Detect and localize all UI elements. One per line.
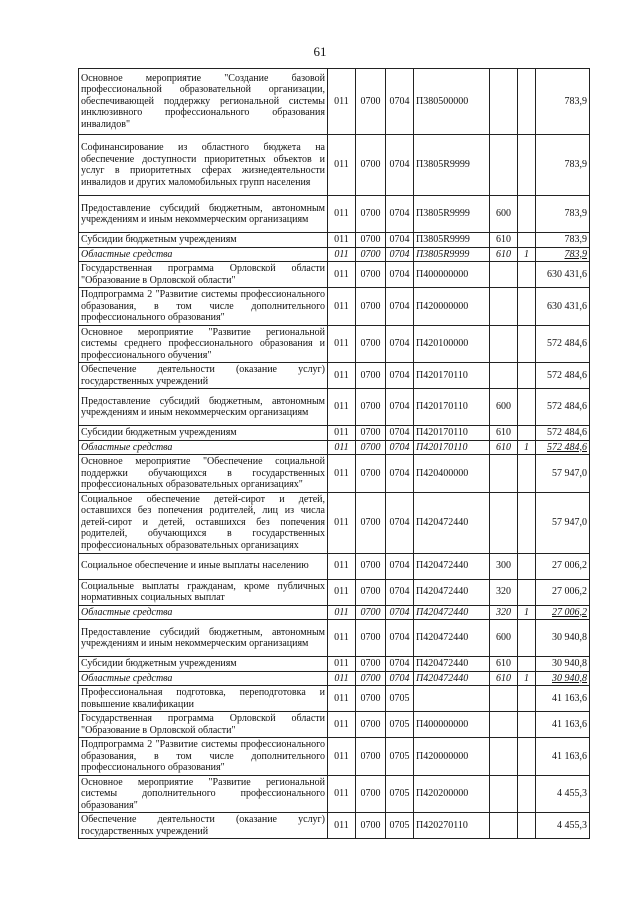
row-target-article-cell: П420200000 [414, 775, 490, 813]
row-podrazdel-cell: 0705 [386, 813, 414, 839]
row-podrazdel-cell: 0704 [386, 135, 414, 196]
row-name-cell: Субсидии бюджетным учреждениям [79, 233, 328, 248]
row-podrazdel-cell: 0704 [386, 389, 414, 426]
table-row [79, 712, 590, 738]
row-expense-type-cell: 610 [490, 233, 518, 248]
row-expense-type-cell: 600 [490, 620, 518, 657]
row-razdel-cell: 0700 [356, 426, 386, 441]
row-razdel-cell: 0700 [356, 363, 386, 389]
row-razdel-cell: 0700 [356, 671, 386, 686]
table-row [79, 553, 590, 579]
row-glava-cell: 011 [328, 325, 356, 363]
row-target-article-cell: П420472440 [414, 605, 490, 620]
row-razdel-cell: 0700 [356, 712, 386, 738]
row-podrazdel-cell: 0705 [386, 686, 414, 712]
row-glava-cell: 011 [328, 262, 356, 288]
row-name-cell: Предоставление субсидий бюджетным, автономным учреждениям и иным некоммерческим организациям [79, 196, 328, 233]
row-expense-type-cell [490, 288, 518, 326]
row-glava-cell: 011 [328, 288, 356, 326]
row-expense-type-cell: 610 [490, 440, 518, 455]
row-razdel-cell: 0700 [356, 233, 386, 248]
row-glava-cell: 011 [328, 738, 356, 776]
row-source-cell [518, 233, 536, 248]
row-target-article-cell: П420170110 [414, 389, 490, 426]
row-podrazdel-cell: 0705 [386, 738, 414, 776]
row-source-cell [518, 775, 536, 813]
row-source-cell [518, 657, 536, 672]
row-name-cell: Областные средства [79, 247, 328, 262]
row-amount-cell: 41 163,6 [536, 712, 590, 738]
row-glava-cell: 011 [328, 657, 356, 672]
row-razdel-cell: 0700 [356, 262, 386, 288]
row-target-article-cell: П420170110 [414, 426, 490, 441]
row-razdel-cell: 0700 [356, 620, 386, 657]
row-source-cell [518, 455, 536, 493]
row-name-cell: Профессиональная подготовка, переподготовка и повышение квалификации [79, 686, 328, 712]
row-expense-type-cell [490, 712, 518, 738]
page-number: 61 [313, 44, 327, 59]
row-expense-type-cell: 610 [490, 426, 518, 441]
row-target-article-cell: П420000000 [414, 738, 490, 776]
row-name-cell: Государственная программа Орловской области "Образование в Орловской области" [79, 712, 328, 738]
row-podrazdel-cell: 0705 [386, 775, 414, 813]
row-amount-cell: 783,9 [536, 135, 590, 196]
row-source-cell [518, 135, 536, 196]
row-glava-cell: 011 [328, 69, 356, 135]
row-name-cell: Обеспечение деятельности (оказание услуг) государственных учреждений [79, 813, 328, 839]
row-source-cell [518, 288, 536, 326]
row-target-article-cell: П420270110 [414, 813, 490, 839]
row-source-cell [518, 686, 536, 712]
row-amount-cell: 27 006,2 [536, 553, 590, 579]
row-glava-cell: 011 [328, 671, 356, 686]
row-amount-cell: 30 940,8 [536, 657, 590, 672]
row-target-article-cell: П400000000 [414, 262, 490, 288]
table-row [79, 657, 590, 672]
row-glava-cell: 011 [328, 605, 356, 620]
row-name-cell: Областные средства [79, 605, 328, 620]
row-name-cell: Субсидии бюджетным учреждениям [79, 657, 328, 672]
row-source-cell [518, 389, 536, 426]
row-amount-cell: 27 006,2 [536, 605, 590, 620]
row-razdel-cell: 0700 [356, 455, 386, 493]
row-podrazdel-cell: 0704 [386, 325, 414, 363]
row-podrazdel-cell: 0704 [386, 363, 414, 389]
row-name-cell: Государственная программа Орловской области "Образование в Орловской области" [79, 262, 328, 288]
row-source-cell [518, 262, 536, 288]
row-target-article-cell [414, 686, 490, 712]
row-name-cell: Основное мероприятие "Развитие региональной системы среднего профессионального образования и профессионального обучения" [79, 325, 328, 363]
row-expense-type-cell: 600 [490, 389, 518, 426]
row-source-cell [518, 196, 536, 233]
row-expense-type-cell [490, 686, 518, 712]
row-razdel-cell: 0700 [356, 389, 386, 426]
row-name-cell: Подпрограмма 2 "Развитие системы профессионального образования, в том числе дополнительного профессионального образования" [79, 288, 328, 326]
row-name-cell: Основное мероприятие "Обеспечение социальной поддержки обучающихся в государственных профессиональных образовательных организациях" [79, 455, 328, 493]
row-razdel-cell: 0700 [356, 813, 386, 839]
table-row [79, 262, 590, 288]
row-amount-cell: 572 484,6 [536, 363, 590, 389]
row-source-cell: 1 [518, 440, 536, 455]
row-razdel-cell: 0700 [356, 738, 386, 776]
row-glava-cell: 011 [328, 440, 356, 455]
row-glava-cell: 011 [328, 775, 356, 813]
row-amount-cell: 30 940,8 [536, 671, 590, 686]
table-row [79, 233, 590, 248]
row-glava-cell: 011 [328, 579, 356, 605]
row-podrazdel-cell: 0704 [386, 247, 414, 262]
row-source-cell [518, 69, 536, 135]
row-razdel-cell: 0700 [356, 553, 386, 579]
row-razdel-cell: 0700 [356, 775, 386, 813]
table-row [79, 69, 590, 135]
row-name-cell: Обеспечение деятельности (оказание услуг) государственных учреждений [79, 363, 328, 389]
table-row [79, 363, 590, 389]
row-amount-cell: 572 484,6 [536, 325, 590, 363]
row-glava-cell: 011 [328, 620, 356, 657]
row-amount-cell: 572 484,6 [536, 389, 590, 426]
row-target-article-cell: П420472440 [414, 579, 490, 605]
table-row [79, 440, 590, 455]
row-amount-cell: 30 940,8 [536, 620, 590, 657]
row-expense-type-cell: 610 [490, 657, 518, 672]
row-podrazdel-cell: 0704 [386, 69, 414, 135]
row-target-article-cell: П3805R9999 [414, 233, 490, 248]
row-razdel-cell: 0700 [356, 605, 386, 620]
row-target-article-cell: П420100000 [414, 325, 490, 363]
table-row [79, 620, 590, 657]
row-amount-cell: 630 431,6 [536, 262, 590, 288]
row-amount-cell: 572 484,6 [536, 440, 590, 455]
row-expense-type-cell [490, 325, 518, 363]
row-glava-cell: 011 [328, 247, 356, 262]
row-target-article-cell: П3805R9999 [414, 135, 490, 196]
row-source-cell [518, 363, 536, 389]
row-target-article-cell: П420000000 [414, 288, 490, 326]
row-razdel-cell: 0700 [356, 325, 386, 363]
row-amount-cell: 57 947,0 [536, 455, 590, 493]
row-source-cell: 1 [518, 671, 536, 686]
row-glava-cell: 011 [328, 135, 356, 196]
row-amount-cell: 630 431,6 [536, 288, 590, 326]
row-name-cell: Основное мероприятие "Развитие региональной системы дополнительного профессионального образования" [79, 775, 328, 813]
row-expense-type-cell [490, 738, 518, 776]
row-razdel-cell: 0700 [356, 247, 386, 262]
table-row [79, 389, 590, 426]
row-podrazdel-cell: 0704 [386, 657, 414, 672]
row-target-article-cell: П3805R9999 [414, 247, 490, 262]
row-glava-cell: 011 [328, 363, 356, 389]
row-name-cell: Социальное обеспечение детей-сирот и детей, оставшихся без попечения родителей, лиц из числа детей-сирот и детей, оставшихся без попечения родителей, обучающихся в государственных профессиональных образовательных организациях [79, 492, 328, 553]
row-amount-cell: 41 163,6 [536, 738, 590, 776]
table-row [79, 455, 590, 493]
table-row [79, 605, 590, 620]
row-target-article-cell: П400000000 [414, 712, 490, 738]
row-glava-cell: 011 [328, 686, 356, 712]
row-target-article-cell: П420170110 [414, 440, 490, 455]
row-source-cell [518, 738, 536, 776]
row-name-cell: Социальное обеспечение и иные выплаты населению [79, 553, 328, 579]
row-amount-cell: 783,9 [536, 247, 590, 262]
row-expense-type-cell [490, 135, 518, 196]
row-source-cell [518, 813, 536, 839]
table-row [79, 196, 590, 233]
row-source-cell: 1 [518, 247, 536, 262]
row-name-cell: Предоставление субсидий бюджетным, автономным учреждениям и иным некоммерческим организациям [79, 389, 328, 426]
budget-table [78, 68, 590, 839]
row-expense-type-cell: 610 [490, 671, 518, 686]
row-name-cell: Областные средства [79, 671, 328, 686]
row-glava-cell: 011 [328, 196, 356, 233]
row-target-article-cell: П420170110 [414, 363, 490, 389]
row-podrazdel-cell: 0704 [386, 455, 414, 493]
row-podrazdel-cell: 0704 [386, 492, 414, 553]
row-glava-cell: 011 [328, 233, 356, 248]
row-expense-type-cell [490, 813, 518, 839]
table-row [79, 738, 590, 776]
row-target-article-cell: П420472440 [414, 657, 490, 672]
table-row [79, 288, 590, 326]
row-razdel-cell: 0700 [356, 492, 386, 553]
row-amount-cell: 4 455,3 [536, 775, 590, 813]
row-podrazdel-cell: 0704 [386, 553, 414, 579]
table-row [79, 671, 590, 686]
row-expense-type-cell [490, 69, 518, 135]
table-row [79, 247, 590, 262]
row-expense-type-cell [490, 363, 518, 389]
row-amount-cell: 572 484,6 [536, 426, 590, 441]
row-name-cell: Предоставление субсидий бюджетным, автономным учреждениям и иным некоммерческим организациям [79, 620, 328, 657]
row-podrazdel-cell: 0704 [386, 233, 414, 248]
row-glava-cell: 011 [328, 492, 356, 553]
row-razdel-cell: 0700 [356, 196, 386, 233]
row-target-article-cell: П420472440 [414, 553, 490, 579]
table-body [79, 69, 590, 839]
row-glava-cell: 011 [328, 712, 356, 738]
table-row [79, 813, 590, 839]
row-podrazdel-cell: 0704 [386, 426, 414, 441]
row-source-cell [518, 620, 536, 657]
row-source-cell [518, 426, 536, 441]
row-expense-type-cell [490, 455, 518, 493]
row-expense-type-cell: 300 [490, 553, 518, 579]
row-podrazdel-cell: 0704 [386, 620, 414, 657]
row-target-article-cell: П420472440 [414, 620, 490, 657]
row-target-article-cell: П420400000 [414, 455, 490, 493]
row-razdel-cell: 0700 [356, 135, 386, 196]
row-razdel-cell: 0700 [356, 686, 386, 712]
row-source-cell [518, 579, 536, 605]
row-amount-cell: 783,9 [536, 69, 590, 135]
row-expense-type-cell: 610 [490, 247, 518, 262]
table-row [79, 775, 590, 813]
row-podrazdel-cell: 0704 [386, 579, 414, 605]
row-razdel-cell: 0700 [356, 69, 386, 135]
row-amount-cell: 783,9 [536, 233, 590, 248]
row-glava-cell: 011 [328, 813, 356, 839]
row-podrazdel-cell: 0704 [386, 262, 414, 288]
row-podrazdel-cell: 0704 [386, 605, 414, 620]
row-name-cell: Субсидии бюджетным учреждениям [79, 426, 328, 441]
table-row [79, 492, 590, 553]
row-razdel-cell: 0700 [356, 579, 386, 605]
row-target-article-cell: П380500000 [414, 69, 490, 135]
row-amount-cell: 41 163,6 [536, 686, 590, 712]
row-expense-type-cell: 600 [490, 196, 518, 233]
row-expense-type-cell [490, 492, 518, 553]
table-row [79, 325, 590, 363]
row-name-cell: Основное мероприятие "Создание базовой профессиональной образовательной организации, обеспечивающей поддержку региональной системы инклюзивного профессионального образования инвалидов" [79, 69, 328, 135]
row-razdel-cell: 0700 [356, 440, 386, 455]
row-amount-cell: 783,9 [536, 196, 590, 233]
row-glava-cell: 011 [328, 389, 356, 426]
row-podrazdel-cell: 0704 [386, 288, 414, 326]
row-podrazdel-cell: 0704 [386, 196, 414, 233]
row-podrazdel-cell: 0705 [386, 712, 414, 738]
row-amount-cell: 27 006,2 [536, 579, 590, 605]
row-name-cell: Областные средства [79, 440, 328, 455]
row-target-article-cell: П420472440 [414, 492, 490, 553]
row-expense-type-cell [490, 775, 518, 813]
row-expense-type-cell: 320 [490, 605, 518, 620]
row-name-cell: Социальные выплаты гражданам, кроме публичных нормативных социальных выплат [79, 579, 328, 605]
table-row [79, 135, 590, 196]
row-expense-type-cell [490, 262, 518, 288]
row-amount-cell: 4 455,3 [536, 813, 590, 839]
row-name-cell: Подпрограмма 2 "Развитие системы профессионального образования, в том числе дополнительного профессионального образования" [79, 738, 328, 776]
row-source-cell: 1 [518, 605, 536, 620]
row-source-cell [518, 492, 536, 553]
row-source-cell [518, 553, 536, 579]
row-podrazdel-cell: 0704 [386, 671, 414, 686]
row-target-article-cell: П3805R9999 [414, 196, 490, 233]
row-razdel-cell: 0700 [356, 657, 386, 672]
row-source-cell [518, 712, 536, 738]
row-podrazdel-cell: 0704 [386, 440, 414, 455]
row-name-cell: Софинансирование из областного бюджета на обеспечение доступности приоритетных объектов и услуг в приоритетных сферах жизнедеятельности инвалидов и других маломобильных групп населения [79, 135, 328, 196]
row-expense-type-cell: 320 [490, 579, 518, 605]
table-row [79, 579, 590, 605]
row-razdel-cell: 0700 [356, 288, 386, 326]
row-glava-cell: 011 [328, 553, 356, 579]
row-glava-cell: 011 [328, 455, 356, 493]
row-target-article-cell: П420472440 [414, 671, 490, 686]
row-glava-cell: 011 [328, 426, 356, 441]
table-row [79, 426, 590, 441]
row-source-cell [518, 325, 536, 363]
row-amount-cell: 57 947,0 [536, 492, 590, 553]
table-row [79, 686, 590, 712]
